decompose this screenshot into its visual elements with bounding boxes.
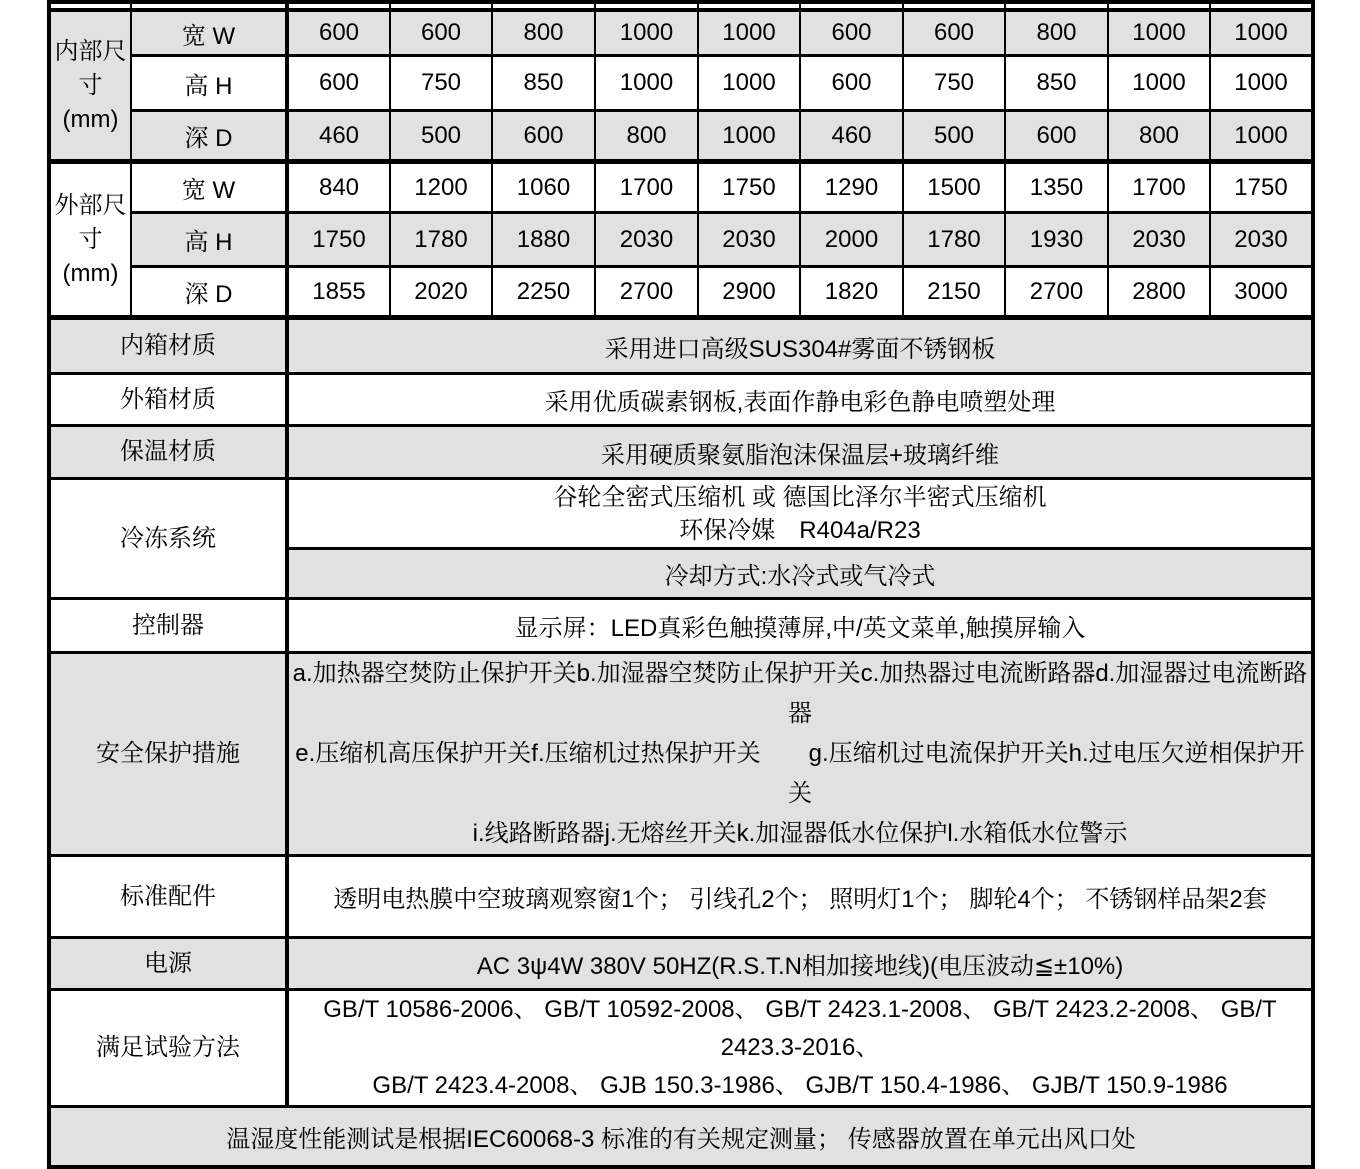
footnote-text: 温湿度性能测试是根据IEC60068-3 标准的有关规定测量； 传感器放置在单元出风口处 [49, 1107, 1313, 1168]
spec-row-value: 采用进口高级SUS304#雾面不锈钢板 [287, 318, 1313, 374]
dim-value-cell: 1930 [1005, 213, 1108, 267]
dim-value-cell: 840 [287, 162, 390, 213]
dim-value-cell: 1700 [595, 162, 698, 213]
dim-value-cell: 1350 [1005, 162, 1108, 213]
cropped-cell [595, 2, 698, 10]
cropped-cell [390, 2, 492, 10]
spec-row [49, 938, 1313, 990]
dim-value-cell: 1855 [287, 267, 390, 318]
dim-value-cell: 1200 [390, 162, 492, 213]
dim-value-cell: 1000 [1108, 56, 1210, 111]
dim-value-cell: 2030 [698, 213, 800, 267]
spec-row [49, 856, 1313, 938]
dim-sub-label: 高 H [131, 56, 287, 111]
cropped-cell [698, 2, 800, 10]
dim-value-cell: 2030 [595, 213, 698, 267]
spec-row-label: 冷冻系统 [49, 479, 287, 599]
dim-value-cell: 2030 [1210, 213, 1313, 267]
footnote-row [49, 1107, 1313, 1168]
dim-value-cell: 1000 [595, 10, 698, 56]
dim-value-cell: 600 [903, 10, 1005, 56]
test-standards-line-1: GB/T 10586-2006、 GB/T 10592-2008、 GB/T 2423.1-2008、 GB/T 2423.2-2008、 GB/T 2423.3-2016、 [323, 996, 1277, 1061]
dim-value-cell: 600 [390, 10, 492, 56]
dim-value-cell: 460 [287, 111, 390, 162]
spec-row [49, 426, 1313, 479]
dim-value-cell: 1880 [492, 213, 595, 267]
spec-row-value: 冷却方式:水冷式或气冷式 [287, 549, 1313, 599]
spec-sheet-page [47, 0, 1315, 1169]
safety-line-2: e.压缩机高压保护开关f.压缩机过热保护开关 g.压缩机过电流保护开关h.过电压欠逆相保护开关 [295, 740, 1305, 807]
dim-sub-label: 宽 W [131, 162, 287, 213]
dim-value-cell: 1750 [698, 162, 800, 213]
dim-value-cell: 600 [492, 111, 595, 162]
dims-row [49, 267, 1313, 318]
spec-row-value [287, 479, 1313, 549]
dim-value-cell: 2030 [1108, 213, 1210, 267]
spec-row-value [287, 653, 1313, 856]
dim-value-cell: 1060 [492, 162, 595, 213]
cropped-cell [800, 2, 903, 10]
dim-value-cell: 600 [800, 56, 903, 111]
dims-row [49, 213, 1313, 267]
spec-row-label: 控制器 [49, 599, 287, 653]
dim-value-cell: 460 [800, 111, 903, 162]
dim-value-cell: 800 [1108, 111, 1210, 162]
safety-line-3: i.线路断路器j.无熔丝开关k.加湿器低水位保护l.水箱低水位警示 [472, 820, 1128, 847]
safety-line-1: a.加热器空焚防止保护开关b.加湿器空焚防止保护开关c.加热器过电流断路器d.加湿器过电流断路器 [292, 660, 1308, 727]
dim-value-cell: 500 [903, 111, 1005, 162]
refrigeration-line-2: 环保冷媒 R404a/R23 [679, 516, 921, 544]
spec-row-label: 保温材质 [49, 426, 287, 479]
dim-value-cell: 1750 [287, 213, 390, 267]
dim-value-cell: 2700 [595, 267, 698, 318]
spec-row [49, 599, 1313, 653]
dim-value-cell: 1820 [800, 267, 903, 318]
dims-row [49, 56, 1313, 111]
dim-value-cell: 500 [390, 111, 492, 162]
dim-value-cell: 2000 [800, 213, 903, 267]
dim-value-cell: 1780 [390, 213, 492, 267]
dim-value-cell: 750 [903, 56, 1005, 111]
dim-value-cell: 1000 [595, 56, 698, 111]
dim-value-cell: 2900 [698, 267, 800, 318]
dim-value-cell: 1000 [698, 56, 800, 111]
dim-value-cell: 1750 [1210, 162, 1313, 213]
spec-row [49, 318, 1313, 374]
refrigeration-line-1: 谷轮全密式压缩机 或 德国比泽尔半密式压缩机 [553, 483, 1047, 511]
dim-value-cell: 600 [1005, 111, 1108, 162]
dim-value-cell: 850 [1005, 56, 1108, 111]
test-standards-line-2: GB/T 2423.4-2008、 GJB 150.3-1986、 GJB/T 150.4-1986、 GJB/T 150.9-1986 [372, 1072, 1228, 1099]
outer-dimensions-label: 外部尺寸(mm) [49, 162, 131, 318]
cropped-cell [131, 2, 287, 10]
cropped-cell [903, 2, 1005, 10]
dim-value-cell: 800 [595, 111, 698, 162]
dim-value-cell: 1500 [903, 162, 1005, 213]
spec-row-value: 透明电热膜中空玻璃观察窗1个； 引线孔2个； 照明灯1个； 脚轮4个； 不锈钢样品架2套 [287, 856, 1313, 938]
spec-row [49, 374, 1313, 426]
dim-value-cell: 1290 [800, 162, 903, 213]
spec-row-label: 标准配件 [49, 856, 287, 938]
spec-row [49, 479, 1313, 549]
cropped-cell [1210, 2, 1313, 10]
dim-sub-label: 宽 W [131, 10, 287, 56]
dims-row [49, 111, 1313, 162]
dim-value-cell: 1000 [1210, 56, 1313, 111]
dims-row [49, 162, 1313, 213]
dim-value-cell: 2700 [1005, 267, 1108, 318]
dim-value-cell: 600 [800, 10, 903, 56]
spec-row [49, 990, 1313, 1107]
dim-value-cell: 1000 [698, 111, 800, 162]
dim-value-cell: 1780 [903, 213, 1005, 267]
spec-row-label: 满足试验方法 [49, 990, 287, 1107]
dim-value-cell: 850 [492, 56, 595, 111]
dim-value-cell: 3000 [1210, 267, 1313, 318]
dim-value-cell: 600 [287, 56, 390, 111]
cropped-top-row [49, 2, 1313, 10]
specification-table [47, 0, 1315, 1169]
spec-row-label: 外箱材质 [49, 374, 287, 426]
dim-value-cell: 1000 [1210, 10, 1313, 56]
spec-row-value: AC 3ψ4W 380V 50HZ(R.S.T.N相加接地线)(电压波动≦±10%) [287, 938, 1313, 990]
dim-value-cell: 2150 [903, 267, 1005, 318]
dim-value-cell: 1000 [1108, 10, 1210, 56]
cropped-cell [492, 2, 595, 10]
cropped-cell [1108, 2, 1210, 10]
dim-value-cell: 2250 [492, 267, 595, 318]
dim-value-cell: 1000 [698, 10, 800, 56]
cropped-cell [49, 2, 131, 10]
dim-value-cell: 600 [287, 10, 390, 56]
spec-row-value: 显示屏：LED真彩色触摸薄屏,中/英文菜单,触摸屏输入 [287, 599, 1313, 653]
dim-value-cell: 800 [1005, 10, 1108, 56]
dims-row [49, 10, 1313, 56]
dim-value-cell: 1000 [1210, 111, 1313, 162]
dim-value-cell: 2800 [1108, 267, 1210, 318]
cropped-cell [1005, 2, 1108, 10]
spec-row [49, 653, 1313, 856]
dim-value-cell: 750 [390, 56, 492, 111]
spec-row-label: 安全保护措施 [49, 653, 287, 856]
dim-sub-label: 深 D [131, 267, 287, 318]
dim-value-cell: 2020 [390, 267, 492, 318]
spec-row-label: 内箱材质 [49, 318, 287, 374]
dim-value-cell: 800 [492, 10, 595, 56]
inner-dimensions-label: 内部尺寸(mm) [49, 10, 131, 162]
spec-row-label: 电源 [49, 938, 287, 990]
spec-row-value [287, 990, 1313, 1107]
dim-sub-label: 深 D [131, 111, 287, 162]
dim-sub-label: 高 H [131, 213, 287, 267]
spec-row-value: 采用硬质聚氨脂泡沫保温层+玻璃纤维 [287, 426, 1313, 479]
dim-value-cell: 1700 [1108, 162, 1210, 213]
spec-row-value: 采用优质碳素钢板,表面作静电彩色静电喷塑处理 [287, 374, 1313, 426]
cropped-cell [287, 2, 390, 10]
